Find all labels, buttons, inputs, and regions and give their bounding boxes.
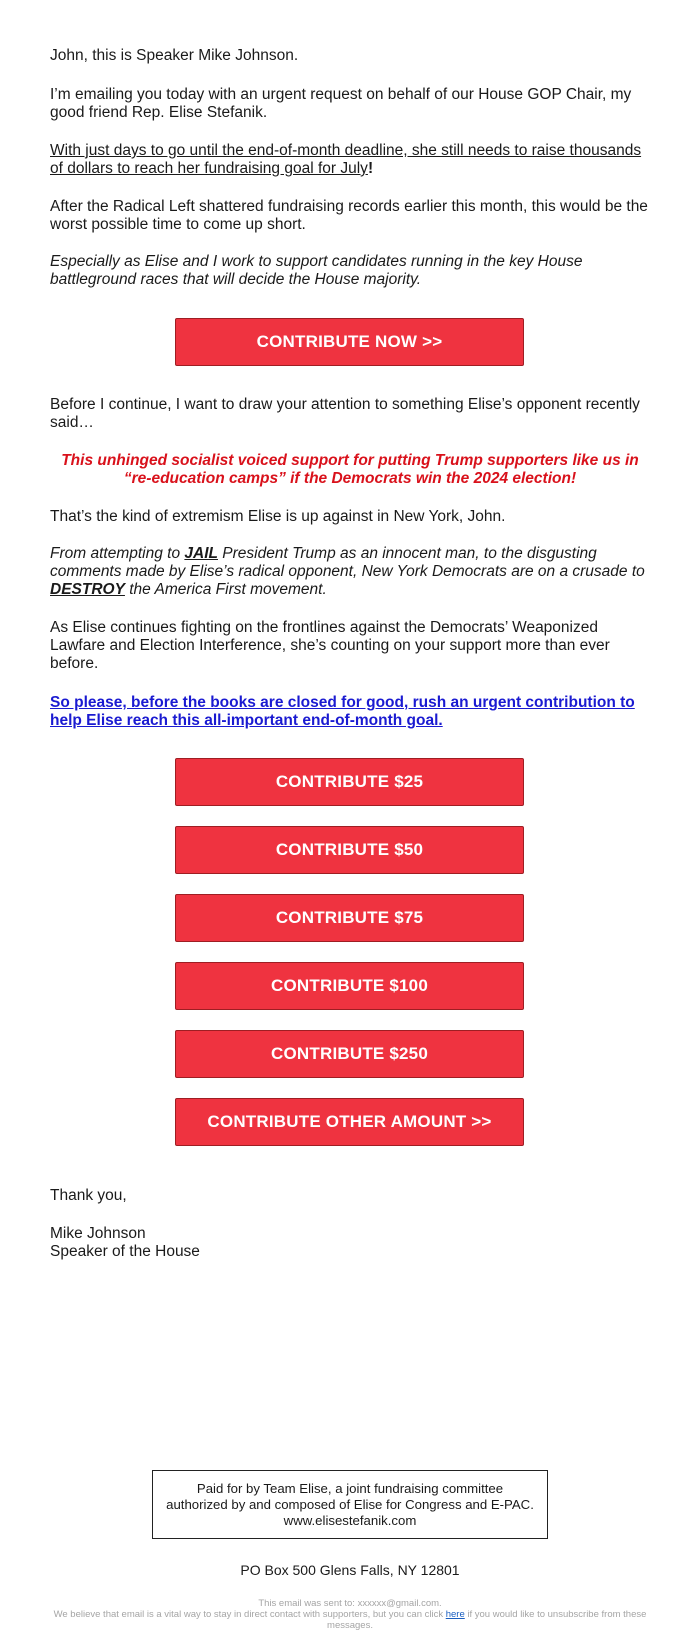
paragraph-jail	[50, 545, 650, 599]
contribute-75-button[interactable]: CONTRIBUTE $75	[175, 894, 524, 942]
paragraph-extremism: That’s the kind of extremism Elise is up against in New York, John.	[50, 508, 506, 525]
contribute-other-amount-button[interactable]: CONTRIBUTE OTHER AMOUNT >>	[175, 1098, 524, 1146]
signoff: Thank you,	[50, 1187, 127, 1204]
paragraph-frontlines: As Elise continues fighting on the frontlines against the Democrats’ Weaponized Lawfare and Election Interference, she’s counting on your support more than ever before.	[50, 619, 610, 672]
contribute-25-button[interactable]: CONTRIBUTE $25	[175, 758, 524, 806]
paragraph-deadline	[50, 142, 650, 178]
unsubscribe-text-b: if you would like to unsubscribe from these messages.	[327, 1609, 647, 1631]
contribute-now-button[interactable]: CONTRIBUTE NOW >>	[175, 318, 524, 366]
signature-name: Mike Johnson	[50, 1225, 146, 1242]
destroy-emphasis: DESTROY	[50, 581, 125, 598]
mailing-address: PO Box 500 Glens Falls, NY 12801	[240, 1562, 460, 1578]
jail-text-a: From attempting to	[50, 545, 185, 562]
red-quote: This unhinged socialist voiced support for putting Trump supporters like us in “re-education camps” if the Democrats win the 2024 election!	[61, 452, 639, 487]
unsubscribe-notice	[40, 1609, 660, 1631]
contribute-50-button[interactable]: CONTRIBUTE $50	[175, 826, 524, 874]
paragraph-request: I’m emailing you today with an urgent request on behalf of our House GOP Chair, my good friend Rep. Elise Stefanik.	[50, 86, 632, 121]
unsubscribe-link[interactable]: here	[445, 1609, 465, 1620]
sent-to-notice: This email was sent to: xxxxxx@gmail.com.	[258, 1598, 442, 1609]
paragraph-radical-left: After the Radical Left shattered fundraising records earlier this month, this would be the worst possible time to come up short.	[50, 198, 648, 233]
contribute-100-button[interactable]: CONTRIBUTE $100	[175, 962, 524, 1010]
paragraph-opponent: Before I continue, I want to draw your attention to something Elise’s opponent recently said…	[50, 396, 640, 431]
unsubscribe-text-a: We believe that email is a vital way to stay in direct contact with supporters, but you can click	[53, 1609, 446, 1620]
deadline-underlined-text: With just days to go until the end-of-month deadline, she still needs to raise thousands of dollars to reach her fundraising goal for July	[50, 142, 642, 177]
signature-title: Speaker of the House	[50, 1243, 200, 1260]
contribute-250-button[interactable]: CONTRIBUTE $250	[175, 1030, 524, 1078]
jail-text-c: the America First movement.	[124, 581, 327, 598]
deadline-exclamation: !	[367, 160, 374, 177]
paragraph-battleground: Especially as Elise and I work to support candidates running in the key House battleground races that will decide the House majority.	[50, 253, 583, 288]
paid-for-disclaimer: Paid for by Team Elise, a joint fundraising committee authorized by and composed of Elise for Congress and E-PAC. www.elisestefanik.com	[152, 1470, 548, 1539]
contribution-link[interactable]: So please, before the books are closed for good, rush an urgent contribution to help Elise reach this all-important end-of-month goal.	[50, 694, 635, 729]
jail-emphasis: JAIL	[184, 545, 218, 562]
greeting: John, this is Speaker Mike Johnson.	[50, 47, 299, 64]
jail-text-b: President Trump as an innocent man, to the disgusting comments made by Elise’s radical opponent, New York Democrats are on a crusade to	[50, 545, 645, 580]
